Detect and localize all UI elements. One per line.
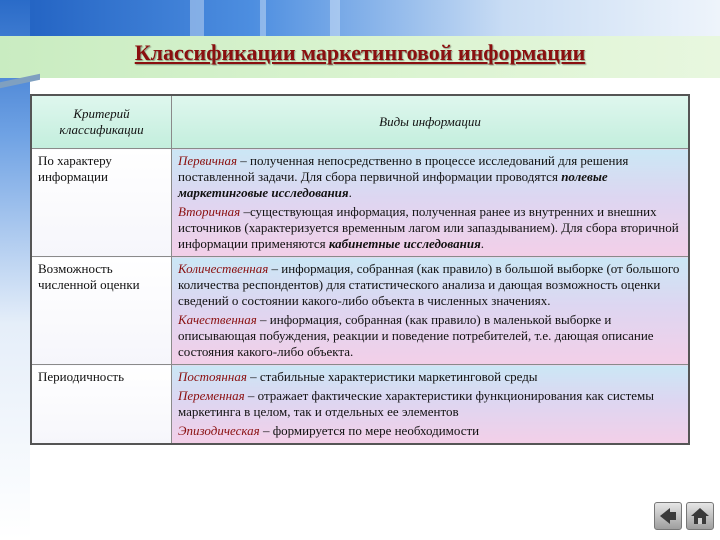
criterion-cell: По характеру информации: [31, 149, 172, 257]
info-type-item: [178, 261, 682, 309]
table-row: [31, 257, 689, 365]
arrow-left-icon: [658, 506, 678, 526]
info-type-item: [178, 204, 682, 252]
info-type-term: Переменная: [178, 388, 245, 403]
info-type-text: – формируется по мере необходимости: [259, 423, 480, 438]
table-row: [31, 365, 689, 445]
info-type-text: – информация, собранная (как правило) в маленькой выборке и описывающая побуждения, реакции и поведение потребителей, т.е. дающая описание состояния какого-либо объекта.: [178, 312, 654, 359]
back-button[interactable]: [654, 502, 682, 530]
research-method: полевые маркетинговые исследования: [178, 169, 608, 200]
info-type-item: [178, 423, 682, 439]
criterion-cell: Возможность численной оценки: [31, 257, 172, 365]
info-type-term: Эпизодическая: [178, 423, 260, 438]
info-type-text: – информация, собранная (как правило) в большой выборке (от большого количества респондентов) для статистического анализа и дающая возможность оценки сведений о состоянии какого-либо объекта в численных значениях.: [178, 261, 680, 308]
item-tail: .: [348, 185, 352, 200]
home-icon: [690, 506, 710, 526]
info-type-item: [178, 153, 682, 201]
header-criterion: Критерий классификации: [31, 95, 172, 149]
info-type-text: – полученная непосредственно в процессе исследований для решения поставленной задачи. Для сбора первичной информации проводятся: [178, 153, 629, 184]
info-type-text: –существующая информация, полученная ранее из внутренних и внешних источников (характеризуется временным лагом или запаздыванием). Для сбора вторичной информации применяются: [178, 204, 679, 251]
info-type-text: – отражает фактические характеристики функционирования как системы маркетинга в целом, так и отдельных ее элементов: [178, 388, 654, 419]
item-tail: .: [480, 236, 485, 251]
table-header-row: [31, 95, 689, 149]
types-cell: [172, 149, 690, 257]
top-decor-band: [0, 0, 720, 36]
table-row: [31, 149, 689, 257]
types-cell: [172, 257, 690, 365]
info-type-term: Качественная: [178, 312, 257, 327]
info-type-item: [178, 388, 682, 420]
info-type-item: [178, 312, 682, 360]
info-type-term: Количественная: [178, 261, 269, 276]
classification-table: [30, 94, 690, 445]
header-types: Виды информации: [172, 95, 690, 149]
slide-title: Классификации маркетинговой информации: [134, 40, 586, 65]
types-cell: [172, 365, 690, 445]
research-method: кабинетные исследования: [328, 236, 481, 251]
criterion-cell: Периодичность: [31, 365, 172, 445]
info-type-term: Первичная: [178, 153, 237, 168]
info-type-item: [178, 369, 682, 385]
info-type-term: Постоянная: [178, 369, 247, 384]
info-type-text: – стабильные характеристики маркетинговой среды: [246, 369, 538, 384]
home-button[interactable]: [686, 502, 714, 530]
info-type-term: Вторичная: [178, 204, 241, 219]
